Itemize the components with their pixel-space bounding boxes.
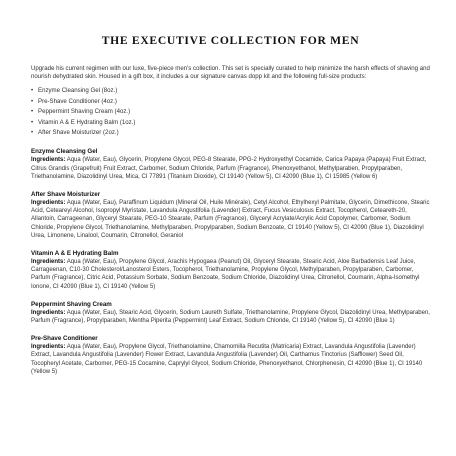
ingredients-label: Ingredients: — [31, 200, 66, 207]
product-list-item — [31, 97, 430, 107]
page-title: THE EXECUTIVE COLLECTION FOR MEN — [101, 34, 360, 47]
section-heading: Peppermint Shaving Cream — [31, 300, 112, 308]
product-list-item — [31, 107, 430, 117]
product-list-item — [31, 128, 430, 138]
product-list-item — [31, 118, 430, 128]
section-heading: Vitamin A & E Hydrating Balm — [31, 250, 119, 258]
product-list-item-label: Peppermint Shaving Cream (4oz.) — [38, 108, 131, 116]
bullet-icon: • — [31, 130, 34, 137]
intro-paragraph: Upgrade his current regimen with our luxe, five-piece men's collection. This set is specially curated to help minimize the harsh effects of shaving and nourish dehydrated skin. Housed in a gift box, it includes a our signature canvas dopp kit and the following full-size products: — [31, 65, 430, 81]
section-heading: Enzyme Cleansing Gel — [31, 148, 98, 156]
bullet-icon: • — [31, 109, 34, 116]
bullet-icon: • — [31, 119, 34, 126]
ingredients-list: Aqua (Water, Eau), Glycerin, Propylene Glycol, PEG-8 Stearate, PPG-2 Hydroxyethyl Cocamide, Carica Papaya (Papaya) Fruit Extract, Citrus Grandis (Grapefruit) Fruit Extract, Carbomer, Sodium Chloride, Parfum (Fragrance), Phenoxyethanol, Methylparaben, Propylparaben, Triethanolamine, Diazolidinyl Urea, Mica, CI 77891 (Titanium Dioxide), CI 19140 (Yellow 5), CI 42090 (Blue 1), CI 15985 (Yellow 6) — [31, 157, 427, 180]
product-list-item — [31, 86, 430, 96]
section-heading: After Shave Moisturizer — [31, 191, 101, 199]
ingredients-list: Aqua (Water, Eau), Paraffinum Liquidum (Mineral Oil, Huile Minérale), Cetyl Alcohol, Ethylhexyl Palmitate, Glycerin, Dimethicone, Stearic Acid, Ceteareyl Alcohol, Isopropyl Myristate, Lavandula Angustifolia (Lavender) Extract, Fucus Vesiculosus Extract, Tocopherol, Ceteareth-20, Allantoin, Carrageenan, Glyceryl Stearate, PEG-10 Stearate, Parfum (Fragrance), Glyceryl Acrylate/Acrylic Acid Copolymer, Carbomer, Sodium Chloride, Propylene Glycol, Triethanolamine, Methylparaben, Propylparaben, Sodium Benzoate, CI 19140 (Yellow 5), CI 42090 (Blue 1), Diazolidinyl Urea, Limonene, Linalool, Coumarin, Citronellol, Geraniol — [31, 200, 430, 239]
product-section-after-shave-moisturizer — [31, 190, 430, 240]
product-list-item-label: Pre-Shave Conditioner (4oz.) — [38, 97, 117, 105]
section-heading: Pre-Shave Conditioner — [31, 335, 98, 343]
product-section-peppermint-shaving-cream — [31, 300, 430, 325]
product-list-item-label: After Shave Moisturizer (2oz.) — [38, 129, 119, 137]
ingredients-label: Ingredients: — [31, 259, 66, 266]
product-section-vitamin-balm — [31, 249, 430, 291]
ingredients-label: Ingredients: — [31, 157, 66, 164]
ingredients-label: Ingredients: — [31, 344, 66, 351]
ingredients-text — [31, 156, 430, 181]
ingredients-list: Aqua (Water, Eau), Propylene Glycol, Triethanolamine, Chamomilla Recutita (Matricaria) Extract, Lavandula Angustifolia (Lavender) Extract, Lavandula Angustifolia (Lavender) Flower Extract, Lavandula Angustifolia (Lavender) Oil, Carthamus Tinctorius (Safflower) Seed Oil, Tocopheryl Acetate, Carbomer, PEG-15 Cocamine, Caprylyl Glycol, Sodium Chloride, Phenoxyethanol, Chlorphenesin, CI 42090 (Blue 1), CI 19140 (Yellow 5) — [31, 344, 423, 375]
ingredients-text — [31, 309, 430, 325]
ingredients-list: Aqua (Water, Eau), Propylene Glycol, Arachis Hypogaea (Peanut) Oil, Glyceryl Stearate, Stearic Acid, Aloe Barbadensis Leaf Juice, Carrageenan, C10-30 Cholesterol/Lanosterol Esters, Tocopherol, Triethanolamine, Propylene Glycol, Methylparaben, Propylparaben, Carbomer, Parfum (Fragrance), Citric Acid, Potassium Sorbate, Sodium Benzoate, Sodium Chloride, Diazolidinyl Urea, Citronellol, Coumarin, Alpha-Isomethyl Ionone, CI 42090 (Blue 1), CI 19140 (Yellow 5) — [31, 259, 420, 290]
ingredients-label: Ingredients: — [31, 309, 66, 316]
product-section-pre-shave-conditioner — [31, 334, 430, 376]
product-list-item-label: Vitamin A & E Hydrating Balm (1oz.) — [38, 118, 136, 126]
bullet-icon: • — [31, 98, 34, 105]
product-section-enzyme-cleansing-gel — [31, 147, 430, 181]
bullet-icon: • — [31, 88, 34, 95]
ingredients-text — [31, 199, 430, 240]
product-list-item-label: Enzyme Cleansing Gel (8oz.) — [38, 87, 118, 95]
ingredients-text — [31, 343, 430, 376]
product-list — [31, 86, 430, 138]
ingredients-text — [31, 258, 430, 291]
ingredients-list: Aqua (Water, Eau), Stearic Acid, Glycerin, Sodium Laureth Sulfate, Triethanolamine, Propylene Glycol, Diazolidinyl Urea, Methylparaben, Parfum (Fragrance), Propylparaben, Mentha Piperita (Peppermint) Leaf Extract, Sodium Chloride, CI 19140 (Yellow 5), CI 42090 (Blue 1) — [31, 309, 430, 325]
